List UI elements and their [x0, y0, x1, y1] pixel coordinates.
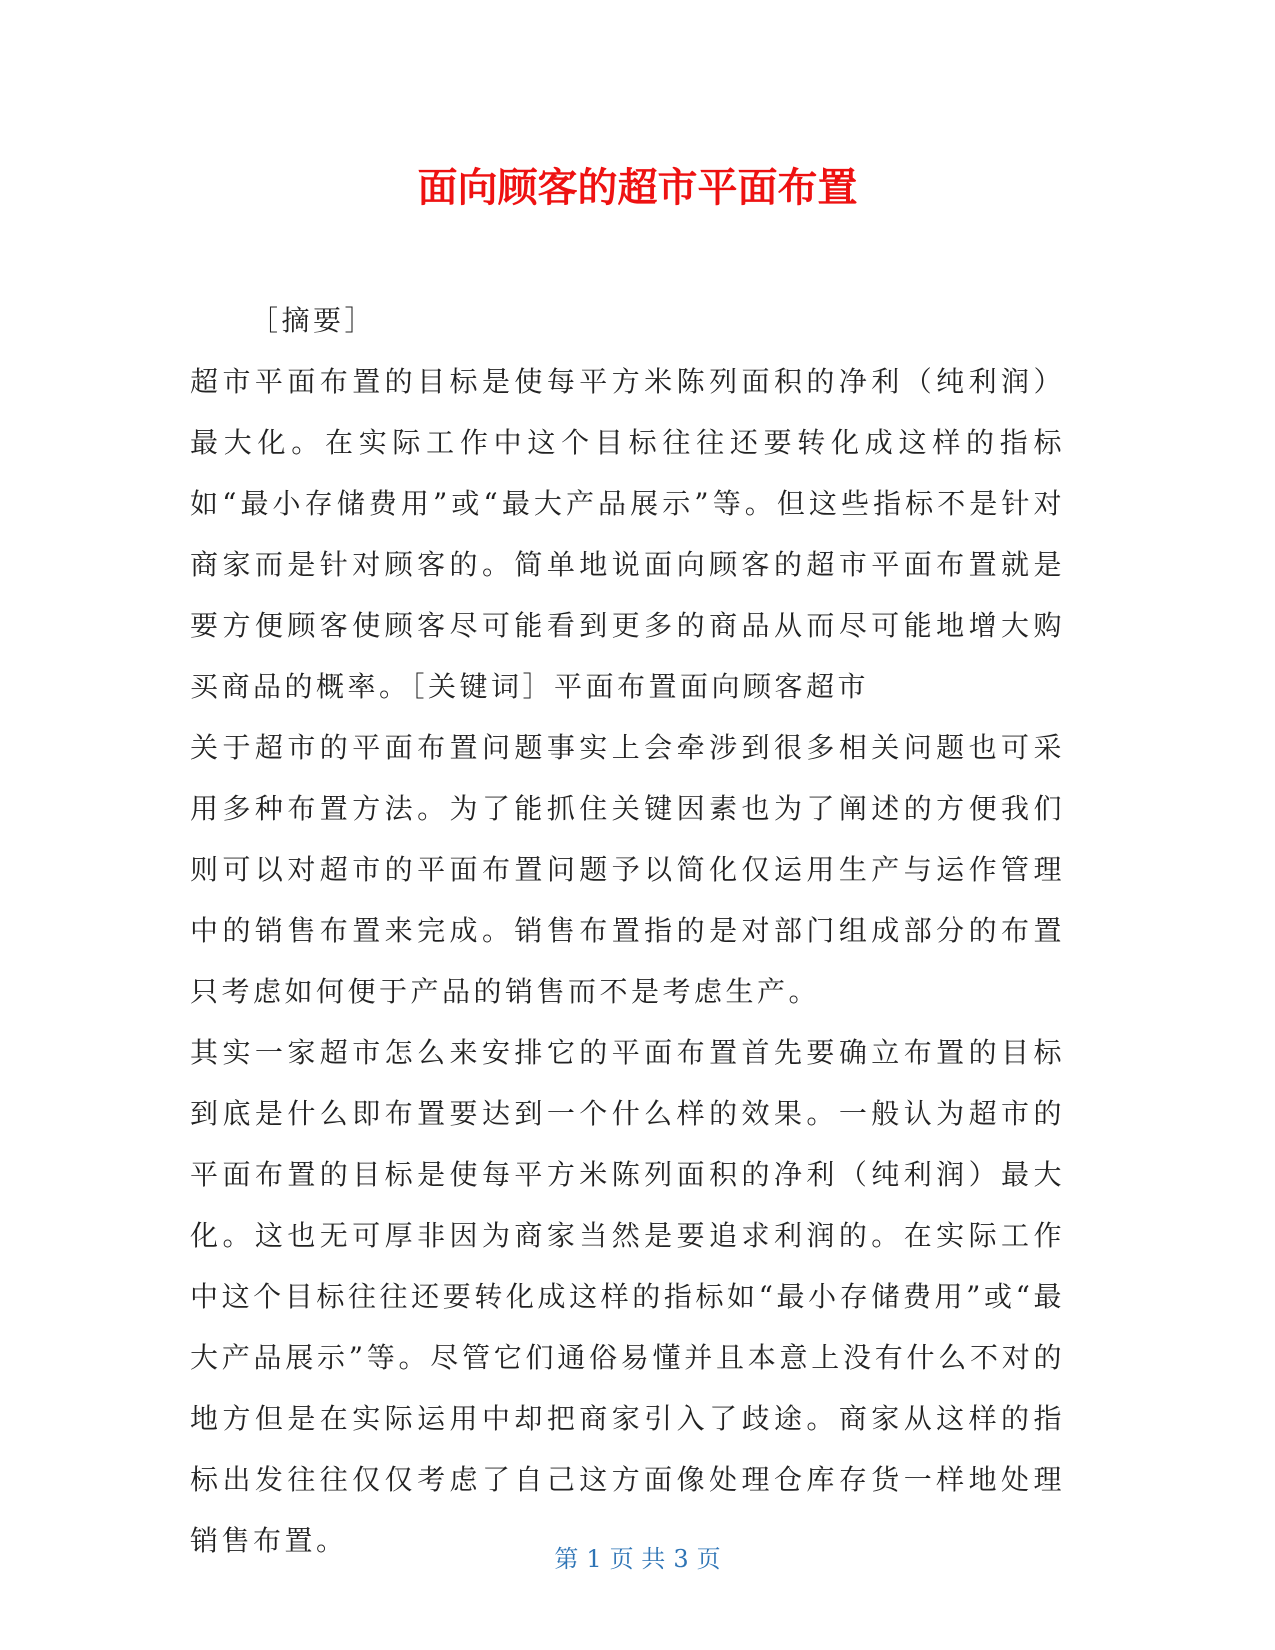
footer-page-prefix: 第 — [554, 1545, 579, 1573]
paragraph-intro: 关于超市的平面布置问题事实上会牵涉到很多相关问题也可采用多种布置方法。为了能抓住关键因素也为了阐述的方便我们则可以对超市的平面布置问题予以简化仅运用生产与运作管理中的销售布置来完成。销售布置指的是对部门组成部分的布置只考虑如何便于产品的销售而不是考虑生产。 — [190, 731, 1065, 1008]
paragraph-abstract: 超市平面布置的目标是使每平方米陈列面积的净利（纯利润）最大化。在实际工作中这个目标往往还要转化成这样的指标如“最小存储费用”或“最大产品展示”等。但这些指标不是针对商家而是针对顾客的。简单地说面向顾客的超市平面布置就是要方便顾客使顾客尽可能看到更多的商品从而尽可能地增大购买商品的概率。［关键词］平面布置面向顾客超市 — [190, 365, 1065, 703]
footer-total-pages: 3 — [673, 1545, 689, 1573]
paragraph-goal: 其实一家超市怎么来安排它的平面布置首先要确立布置的目标到底是什么即布置要达到一个什么样的效果。一般认为超市的平面布置的目标是使每平方米陈列面积的净利（纯利润）最大化。这也无可厚非因为商家当然是要追求利润的。在实际工作中这个目标往往还要转化成这样的指标如“最小存储费用”或“最大产品展示”等。尽管它们通俗易懂并且本意上没有什么不对的地方但是在实际运用中却把商家引入了歧途。商家从这样的指标出发往往仅仅考虑了自己这方面像处理仓库存货一样地处理销售布置。 — [190, 1036, 1065, 1557]
footer-current-page: 1 — [586, 1545, 602, 1573]
document-body — [190, 290, 1065, 1571]
document-title: 面向顾客的超市平面布置 — [417, 165, 858, 211]
page-footer — [0, 1544, 1275, 1574]
footer-page-suffix: 页 — [696, 1545, 721, 1573]
abstract-label: ［摘要］ — [250, 304, 377, 337]
footer-page-mid: 页 共 — [609, 1545, 666, 1573]
